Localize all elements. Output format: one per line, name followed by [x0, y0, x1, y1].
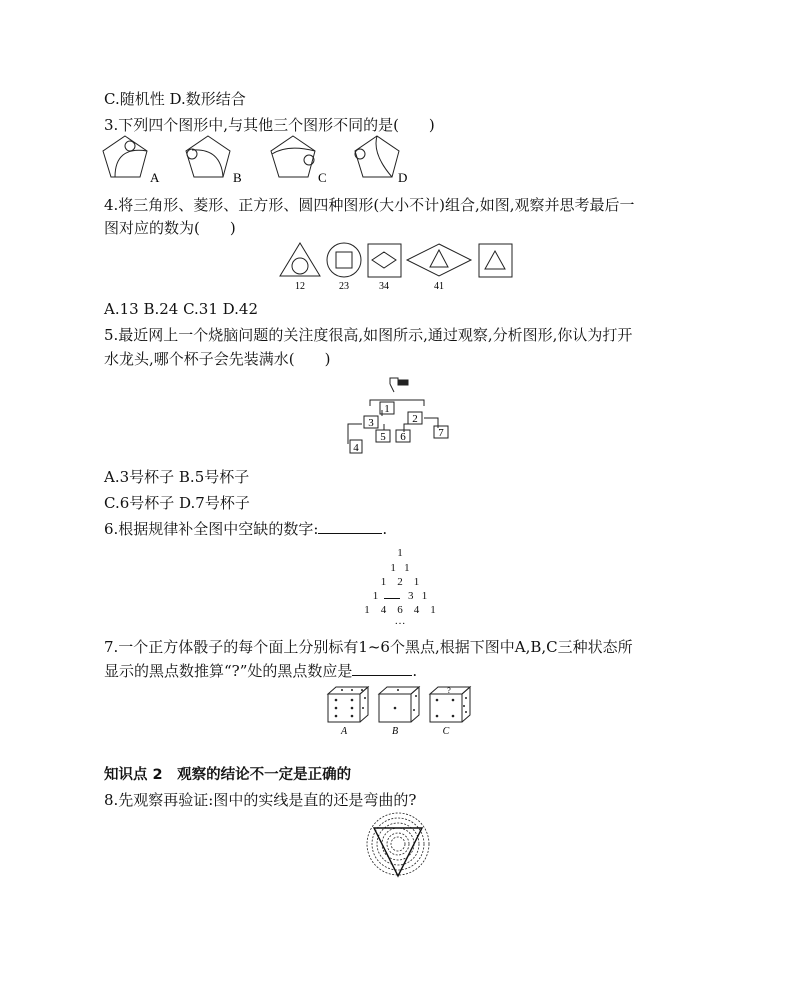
triangle-cell: 1 — [397, 547, 403, 559]
triangle-blank-cell[interactable] — [384, 589, 400, 599]
q4-label-2: 23 — [339, 281, 349, 292]
triangle-cell: 1 — [430, 604, 436, 616]
cup-4-label: 4 — [353, 442, 359, 454]
q2-options: C.随机性 D.数形结合 — [104, 90, 246, 108]
triangle-cell: 1 — [413, 576, 420, 588]
die-label-a: A — [340, 726, 348, 737]
q8-illusion-figure — [360, 810, 436, 882]
pentagon-d — [355, 136, 399, 177]
triangle-row-3 — [340, 575, 460, 589]
triangle-cell: 1 — [364, 604, 370, 616]
die-label-c: C — [442, 726, 450, 737]
q6-stem-text: 6.根据规律补全图中空缺的数字: — [104, 520, 319, 538]
q6-stem — [104, 518, 387, 540]
triangle-row-1 — [340, 546, 460, 560]
cup-6-label: 6 — [400, 431, 406, 443]
cup-1-label: 1 — [384, 403, 390, 415]
q3-label-b: B — [233, 170, 242, 185]
triangle-cell: 3 — [408, 590, 414, 602]
square-with-diamond — [368, 244, 401, 277]
q3-label-a: A — [150, 170, 160, 185]
diamond-with-triangle — [407, 244, 471, 276]
q4-label-3: 34 — [379, 281, 389, 292]
triangle-cell: 1 — [421, 590, 428, 602]
pentagon-a — [103, 136, 147, 177]
pentagon-c — [271, 136, 315, 177]
q5-options-line1: A.3号杯子 B.5号杯子 — [104, 468, 250, 486]
triangle-cell: 4 — [380, 604, 387, 616]
cup-5-label: 5 — [380, 431, 386, 443]
q5-stem-line1: 5.最近网上一个烧脑问题的关注度很高,如图所示,通过观察,分析图形,你认为打开 — [104, 326, 633, 344]
q4-figure — [278, 240, 528, 292]
die-b — [379, 687, 419, 722]
q3-stem: 3.下列四个图形中,与其他三个图形不同的是( ) — [104, 116, 435, 134]
triangle-row-2 — [340, 561, 460, 575]
triangle-cell: 1 — [380, 576, 387, 588]
q7-stem-text: 显示的黑点数推算“?”处的黑点数应是 — [104, 662, 353, 680]
triangle-cell: 1 — [404, 562, 410, 574]
triangle-ellipsis: … — [394, 615, 406, 627]
q3-figure — [100, 132, 420, 188]
q7-answer-blank[interactable] — [352, 660, 412, 676]
triangle-cell: 1 — [390, 562, 396, 574]
triangle-cell: 2 — [397, 576, 403, 588]
q5-figure — [340, 374, 460, 458]
die-label-b: B — [391, 726, 399, 737]
q3-label-c: C — [318, 170, 327, 185]
q8-stem: 8.先观察再验证:图中的实线是直的还是弯曲的? — [104, 791, 417, 809]
triangle-cell: 4 — [413, 604, 420, 616]
pentagon-b — [186, 136, 230, 177]
square-with-triangle — [479, 244, 512, 277]
q4-stem-line1: 4.将三角形、菱形、正方形、圆四种图形(大小不计)组合,如图,观察并思考最后一 — [104, 196, 635, 214]
q4-label-1: 12 — [295, 281, 305, 292]
q6-answer-blank[interactable] — [318, 518, 382, 534]
q7-stem-end: . — [412, 662, 418, 680]
solid-triangle — [374, 828, 422, 876]
q5-stem-line2: 水龙头,哪个杯子会先装满水( ) — [104, 350, 331, 368]
q4-label-4: 41 — [434, 281, 444, 292]
triangle-cell: 6 — [397, 604, 403, 616]
circle-with-square — [327, 243, 361, 277]
triangle-cell: 1 — [372, 590, 379, 602]
faucet-icon — [390, 378, 408, 392]
q5-options-line2: C.6号杯子 D.7号杯子 — [104, 494, 250, 512]
section-heading: 知识点 2 观察的结论不一定是正确的 — [104, 767, 352, 783]
q7-stem-line1: 7.一个正方体骰子的每个面上分别标有1~6个黑点,根据下图中A,B,C三种状态所 — [104, 638, 633, 656]
q4-options: A.13 B.24 C.31 D.42 — [104, 300, 259, 318]
q3-label-d: D — [398, 170, 408, 185]
question-mark: ? — [447, 686, 451, 695]
q7-stem-line2 — [104, 660, 417, 682]
q7-dice-figure — [324, 684, 474, 738]
q6-stem-end: . — [382, 520, 388, 538]
die-a — [328, 687, 368, 722]
dashed-circles — [367, 813, 429, 875]
triangle-with-circle — [280, 243, 320, 276]
cup-3-label: 3 — [368, 417, 374, 429]
q4-stem-line2: 图对应的数为( ) — [104, 219, 236, 237]
cup-2-label: 2 — [412, 413, 418, 425]
cup-7-label: 7 — [438, 427, 444, 439]
triangle-row-4 — [340, 589, 460, 603]
